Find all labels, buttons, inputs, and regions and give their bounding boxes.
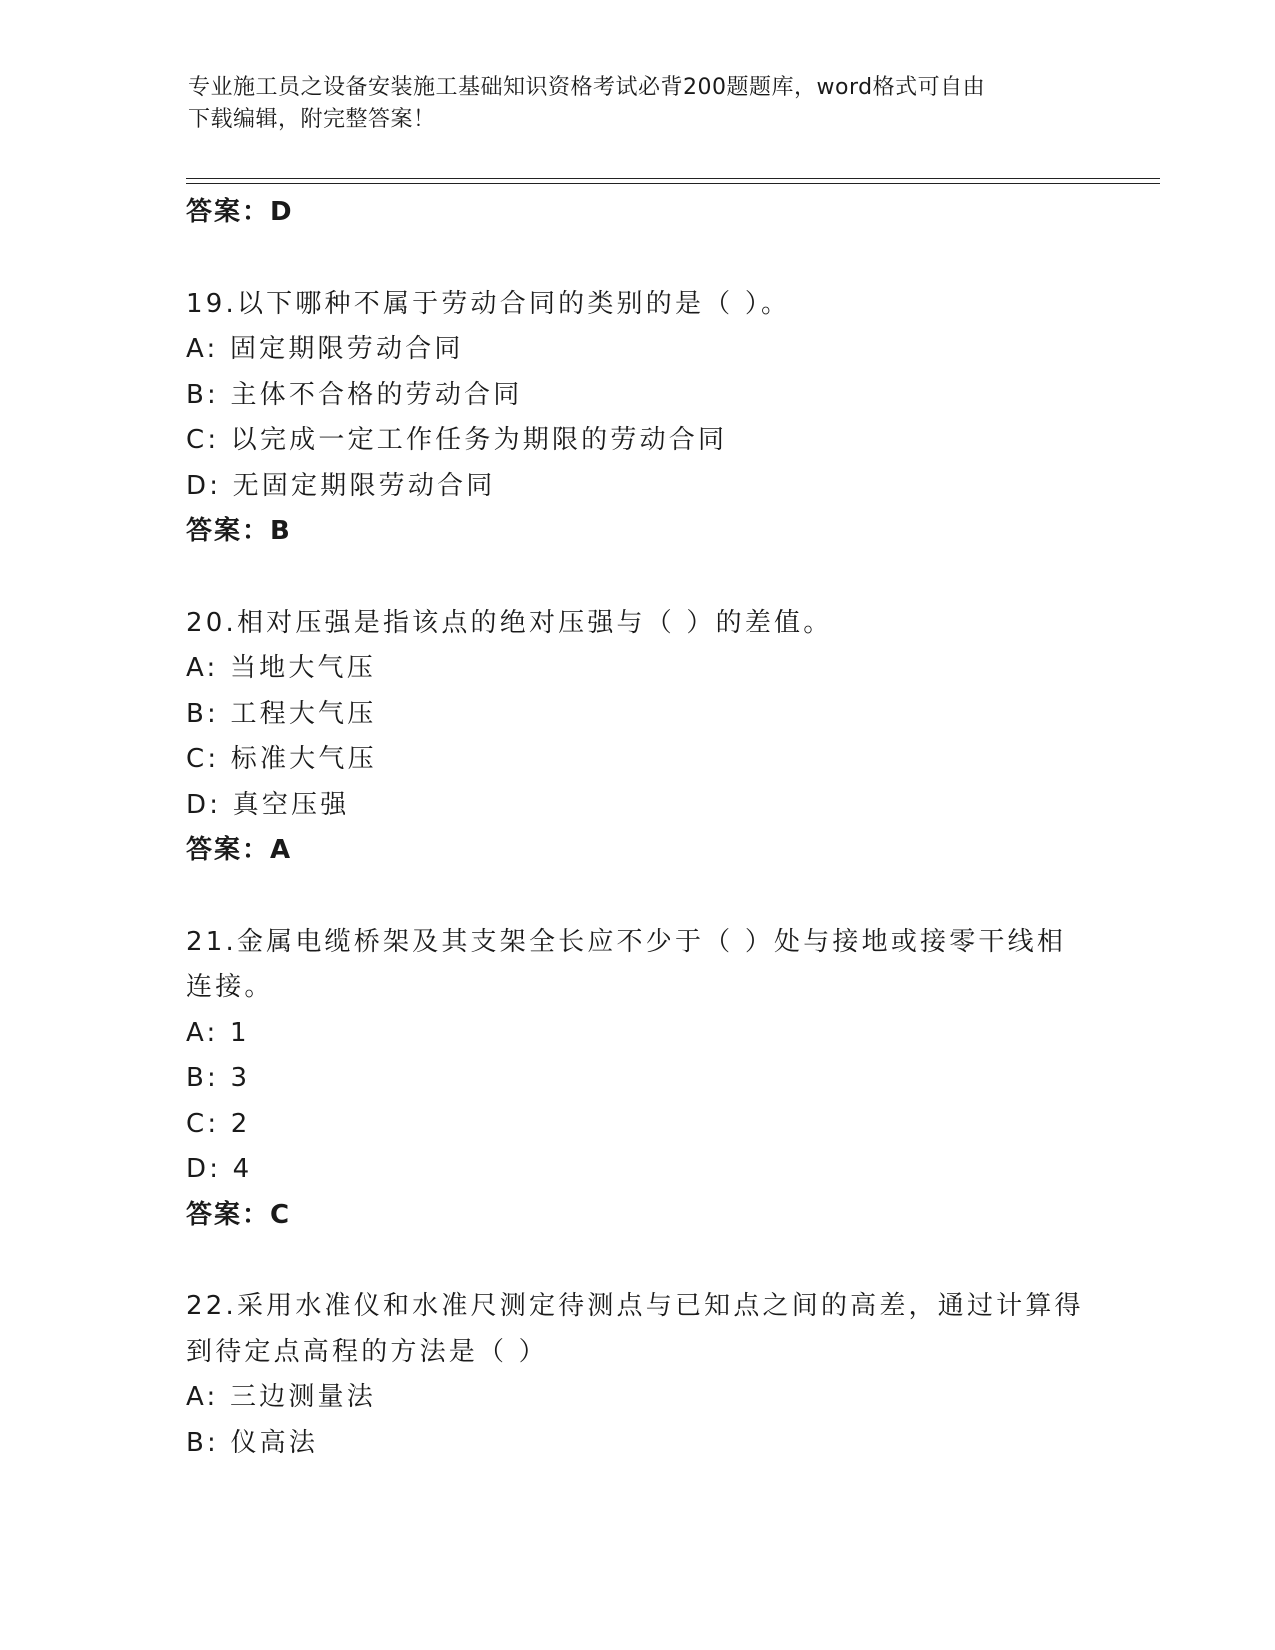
option-c: C: 以完成一定工作任务为期限的劳动合同 (186, 425, 728, 455)
header-line-2: 下载编辑，附完整答案！ (188, 107, 436, 132)
option-c: C: 标准大气压 (186, 744, 377, 774)
option-a: A: 1 (186, 1017, 250, 1048)
document-header (188, 72, 1088, 136)
answer: 答案：C (186, 1199, 292, 1230)
option-d: D: 无固定期限劳动合同 (186, 470, 496, 501)
option-b: B: 3 (186, 1063, 251, 1093)
question-22 (186, 1284, 1086, 1466)
answer: 答案：A (186, 835, 293, 865)
option-d: D: 真空压强 (186, 789, 350, 820)
question-stem-line-2: 连接。 (186, 972, 274, 1002)
header-divider-top (186, 178, 1160, 179)
question-stem: 20.相对压强是指该点的绝对压强与（ ）的差值。 (186, 607, 833, 638)
question-list (186, 190, 1086, 1466)
option-b: B: 仪高法 (186, 1427, 319, 1458)
option-a: A: 固定期限劳动合同 (186, 334, 464, 364)
question-19 (186, 282, 1086, 555)
question-stem-line-1: 21.金属电缆桥架及其支架全长应不少于（ ）处与接地或接零干线相 (186, 926, 1067, 957)
question-21 (186, 920, 1086, 1239)
question-stem-line-1: 22.采用水准仪和水准尺测定待测点与已知点之间的高差，通过计算得 (186, 1291, 1084, 1321)
header-line-1: 专业施工员之设备安装施工基础知识资格考试必背200题题库，word格式可自由 (188, 75, 986, 100)
answer: 答案：B (186, 516, 292, 546)
option-a: A: 三边测量法 (186, 1382, 376, 1412)
previous-answer: 答案：D (186, 197, 294, 227)
option-d: D: 4 (186, 1154, 253, 1184)
option-a: A: 当地大气压 (186, 653, 376, 683)
option-b: B: 主体不合格的劳动合同 (186, 379, 523, 410)
header-divider-bottom (186, 183, 1160, 184)
question-stem-line-2: 到待定点高程的方法是（ ） (186, 1336, 548, 1367)
option-b: B: 工程大气压 (186, 698, 377, 729)
option-c: C: 2 (186, 1108, 251, 1139)
question-20 (186, 601, 1086, 874)
question-stem: 19.以下哪种不属于劳动合同的类别的是（ ）。 (186, 288, 791, 319)
